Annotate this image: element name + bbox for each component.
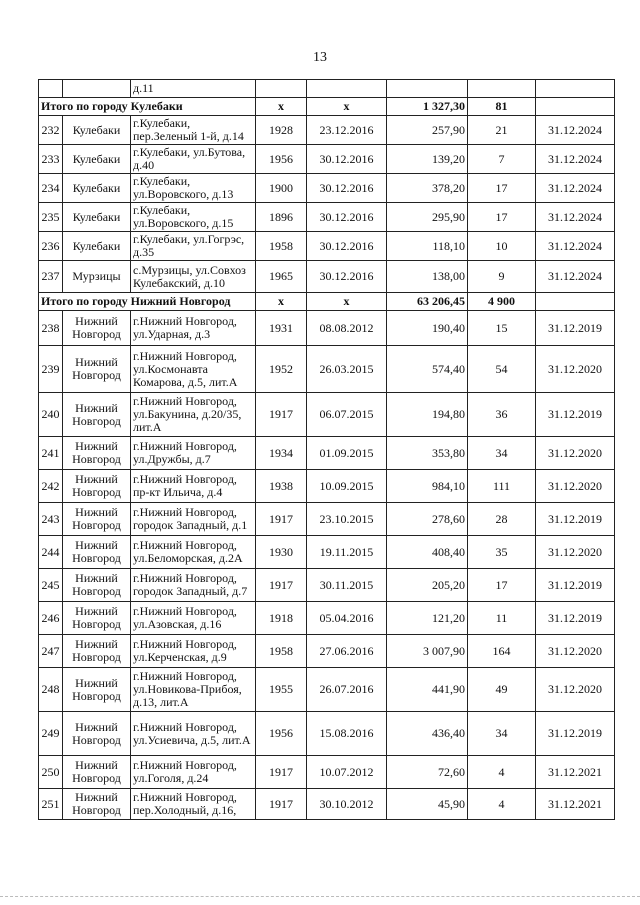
emergency-date-cell: 08.08.2012 (307, 311, 387, 346)
area-cell: 408,40 (387, 536, 468, 569)
address-cell: г.Нижний Новгород, ул.Беломорская, д.2А (131, 536, 256, 569)
area-cell: 278,60 (387, 503, 468, 536)
area-cell: 121,20 (387, 602, 468, 635)
emergency-date-cell: 26.07.2016 (307, 668, 387, 712)
total-date-mark: х (307, 293, 387, 311)
city-total-row (39, 98, 615, 116)
city-cell: Нижний Новгород (63, 437, 131, 470)
deadline-cell: 31.12.2020 (536, 470, 615, 503)
build-year-cell: 1917 (256, 756, 307, 789)
row-number: 246 (39, 602, 63, 635)
address-cell: г.Нижний Новгород, ул.Азовская, д.16 (131, 602, 256, 635)
address-cell: г.Кулебаки, ул.Воровского, д.15 (131, 203, 256, 232)
total-residents: 4 900 (468, 293, 536, 311)
area-cell: 295,90 (387, 203, 468, 232)
area-cell: 441,90 (387, 668, 468, 712)
deadline-cell: 31.12.2020 (536, 536, 615, 569)
row-number: 239 (39, 346, 63, 393)
build-year-cell: 1952 (256, 346, 307, 393)
residents-cell: 4 (468, 789, 536, 820)
build-year-cell: 1917 (256, 569, 307, 602)
city-cell: Нижний Новгород (63, 712, 131, 756)
residents-cell: 49 (468, 668, 536, 712)
address-cell: г.Нижний Новгород, пер.Холодный, д.16, (131, 789, 256, 820)
build-year-cell: 1956 (256, 712, 307, 756)
emergency-date-cell: 30.10.2012 (307, 789, 387, 820)
page-bottom-edge (0, 896, 640, 898)
row-number: 235 (39, 203, 63, 232)
area-cell: 574,40 (387, 346, 468, 393)
area-cell: 984,10 (387, 470, 468, 503)
build-year-cell: 1934 (256, 437, 307, 470)
area-cell: 194,80 (387, 393, 468, 437)
table-row (39, 635, 615, 668)
table-row (39, 569, 615, 602)
residents-cell: 34 (468, 712, 536, 756)
area-cell: 378,20 (387, 174, 468, 203)
build-year-cell: 1958 (256, 232, 307, 261)
build-year-cell: 1900 (256, 174, 307, 203)
city-cell: Нижний Новгород (63, 569, 131, 602)
table-row (39, 712, 615, 756)
table-row (39, 437, 615, 470)
city-total-row (39, 293, 615, 311)
address-cell: г.Нижний Новгород, ул.Космонавта Комарова, д.5, лит.А (131, 346, 256, 393)
deadline-cell: 31.12.2021 (536, 756, 615, 789)
residents-cell: 111 (468, 470, 536, 503)
emergency-date-cell: 10.07.2012 (307, 756, 387, 789)
table-row (39, 232, 615, 261)
residents-cell: 7 (468, 145, 536, 174)
table-row (39, 470, 615, 503)
area-cell: 72,60 (387, 756, 468, 789)
deadline-cell: 31.12.2024 (536, 203, 615, 232)
total-residents: 81 (468, 98, 536, 116)
table-row (39, 116, 615, 145)
row-number: 251 (39, 789, 63, 820)
row-number: 233 (39, 145, 63, 174)
emergency-date-cell: 15.08.2016 (307, 712, 387, 756)
table-row (39, 261, 615, 293)
address-cell: д.11 (131, 80, 256, 98)
deadline-cell: 31.12.2021 (536, 789, 615, 820)
residents-cell: 17 (468, 174, 536, 203)
city-cell: Нижний Новгород (63, 635, 131, 668)
row-number: 245 (39, 569, 63, 602)
build-year-cell: 1917 (256, 393, 307, 437)
area-cell: 436,40 (387, 712, 468, 756)
area-cell: 118,10 (387, 232, 468, 261)
deadline-cell: 31.12.2020 (536, 635, 615, 668)
row-number: 234 (39, 174, 63, 203)
residents-cell: 54 (468, 346, 536, 393)
residents-cell: 9 (468, 261, 536, 293)
table-row (39, 311, 615, 346)
address-cell: г.Кулебаки, пер.Зеленый 1-й, д.14 (131, 116, 256, 145)
emergency-date-cell: 01.09.2015 (307, 437, 387, 470)
residents-cell: 35 (468, 536, 536, 569)
area-cell: 138,00 (387, 261, 468, 293)
table-row (39, 536, 615, 569)
page-number: 13 (313, 50, 327, 65)
deadline-cell: 31.12.2024 (536, 232, 615, 261)
deadline-cell: 31.12.2019 (536, 503, 615, 536)
deadline-cell: 31.12.2024 (536, 174, 615, 203)
table-row (39, 756, 615, 789)
emergency-date-cell: 23.10.2015 (307, 503, 387, 536)
address-cell: с.Мурзицы, ул.Совхоз Кулебакский, д.10 (131, 261, 256, 293)
city-cell: Нижний Новгород (63, 668, 131, 712)
address-cell: г.Кулебаки, ул.Гогрэс, д.35 (131, 232, 256, 261)
total-deadline (536, 293, 615, 311)
total-year-mark: х (256, 293, 307, 311)
deadline-cell: 31.12.2024 (536, 261, 615, 293)
residents-cell: 28 (468, 503, 536, 536)
emergency-date-cell: 30.11.2015 (307, 569, 387, 602)
build-year-cell: 1958 (256, 635, 307, 668)
build-year-cell: 1956 (256, 145, 307, 174)
city-cell: Нижний Новгород (63, 346, 131, 393)
emergency-date-cell: 30.12.2016 (307, 174, 387, 203)
row-number: 244 (39, 536, 63, 569)
deadline-cell: 31.12.2019 (536, 393, 615, 437)
city-cell: Кулебаки (63, 116, 131, 145)
table-row (39, 145, 615, 174)
total-deadline (536, 98, 615, 116)
row-number: 238 (39, 311, 63, 346)
build-year-cell: 1928 (256, 116, 307, 145)
city-cell: Нижний Новгород (63, 536, 131, 569)
address-cell: г.Нижний Новгород, ул.Дружбы, д.7 (131, 437, 256, 470)
residents-cell: 17 (468, 203, 536, 232)
row-number: 247 (39, 635, 63, 668)
residents-cell: 15 (468, 311, 536, 346)
city-total-label: Итого по городу Нижний Новгород (39, 293, 256, 311)
table-row (39, 203, 615, 232)
row-number: 250 (39, 756, 63, 789)
emergency-date-cell: 30.12.2016 (307, 232, 387, 261)
residents-cell: 4 (468, 756, 536, 789)
city-cell: Мурзицы (63, 261, 131, 293)
address-cell: г.Кулебаки, ул.Бутова, д.40 (131, 145, 256, 174)
build-year-cell: 1931 (256, 311, 307, 346)
deadline-cell: 31.12.2019 (536, 602, 615, 635)
address-cell: г.Нижний Новгород, ул.Бакунина, д.20/35, лит.А (131, 393, 256, 437)
row-number: 240 (39, 393, 63, 437)
build-year-cell: 1965 (256, 261, 307, 293)
city-cell: Кулебаки (63, 174, 131, 203)
table-row (39, 346, 615, 393)
emergency-date-cell: 30.12.2016 (307, 145, 387, 174)
emergency-date-cell: 19.11.2015 (307, 536, 387, 569)
build-year-cell: 1917 (256, 503, 307, 536)
city-cell: Кулебаки (63, 145, 131, 174)
address-cell: г.Нижний Новгород, ул.Керченская, д.9 (131, 635, 256, 668)
address-cell: г.Нижний Новгород, ул.Усиевича, д.5, лит.А (131, 712, 256, 756)
row-number: 243 (39, 503, 63, 536)
area-cell: 205,20 (387, 569, 468, 602)
deadline-cell: 31.12.2019 (536, 311, 615, 346)
address-cell: г.Нижний Новгород, городок Западный, д.1 (131, 503, 256, 536)
address-cell: г.Нижний Новгород, ул.Гоголя, д.24 (131, 756, 256, 789)
city-cell: Нижний Новгород (63, 789, 131, 820)
emergency-date-cell: 23.12.2016 (307, 116, 387, 145)
build-year-cell: 1955 (256, 668, 307, 712)
address-cell: г.Нижний Новгород, городок Западный, д.7 (131, 569, 256, 602)
total-year-mark: х (256, 98, 307, 116)
emergency-date-cell: 30.12.2016 (307, 203, 387, 232)
deadline-cell: 31.12.2019 (536, 569, 615, 602)
residents-cell: 21 (468, 116, 536, 145)
row-number: 241 (39, 437, 63, 470)
area-cell: 3 007,90 (387, 635, 468, 668)
row-number: 242 (39, 470, 63, 503)
area-cell: 353,80 (387, 437, 468, 470)
city-total-label: Итого по городу Кулебаки (39, 98, 256, 116)
emergency-date-cell: 27.06.2016 (307, 635, 387, 668)
emergency-date-cell: 05.04.2016 (307, 602, 387, 635)
residents-cell: 36 (468, 393, 536, 437)
deadline-cell: 31.12.2024 (536, 145, 615, 174)
residents-cell: 34 (468, 437, 536, 470)
residents-cell: 164 (468, 635, 536, 668)
emergency-date-cell: 06.07.2015 (307, 393, 387, 437)
deadline-cell: 31.12.2020 (536, 668, 615, 712)
table-row (39, 602, 615, 635)
total-area: 63 206,45 (387, 293, 468, 311)
residents-cell: 11 (468, 602, 536, 635)
emergency-date-cell: 30.12.2016 (307, 261, 387, 293)
build-year-cell: 1938 (256, 470, 307, 503)
row-number: 237 (39, 261, 63, 293)
continuation-row (39, 80, 615, 98)
row-number: 232 (39, 116, 63, 145)
total-area: 1 327,30 (387, 98, 468, 116)
build-year-cell: 1917 (256, 789, 307, 820)
build-year-cell: 1918 (256, 602, 307, 635)
address-cell: г.Нижний Новгород, ул.Новикова-Прибоя, д.13, лит.А (131, 668, 256, 712)
deadline-cell: 31.12.2024 (536, 116, 615, 145)
deadline-cell: 31.12.2019 (536, 712, 615, 756)
area-cell: 45,90 (387, 789, 468, 820)
row-number: 248 (39, 668, 63, 712)
row-number: 249 (39, 712, 63, 756)
city-cell: Нижний Новгород (63, 470, 131, 503)
row-number: 236 (39, 232, 63, 261)
area-cell: 139,20 (387, 145, 468, 174)
city-cell: Кулебаки (63, 232, 131, 261)
city-cell: Нижний Новгород (63, 756, 131, 789)
build-year-cell: 1896 (256, 203, 307, 232)
address-cell: г.Нижний Новгород, ул.Ударная, д.3 (131, 311, 256, 346)
address-cell: г.Кулебаки, ул.Воровского, д.13 (131, 174, 256, 203)
table-row (39, 393, 615, 437)
table-row (39, 503, 615, 536)
table-row (39, 668, 615, 712)
city-cell: Нижний Новгород (63, 393, 131, 437)
housing-register-table (38, 79, 615, 820)
build-year-cell: 1930 (256, 536, 307, 569)
area-cell: 190,40 (387, 311, 468, 346)
city-cell: Нижний Новгород (63, 602, 131, 635)
address-cell: г.Нижний Новгород, пр-кт Ильича, д.4 (131, 470, 256, 503)
deadline-cell: 31.12.2020 (536, 437, 615, 470)
residents-cell: 10 (468, 232, 536, 261)
emergency-date-cell: 26.03.2015 (307, 346, 387, 393)
table-row (39, 174, 615, 203)
table-row (39, 789, 615, 820)
city-cell: Кулебаки (63, 203, 131, 232)
deadline-cell: 31.12.2020 (536, 346, 615, 393)
residents-cell: 17 (468, 569, 536, 602)
city-cell: Нижний Новгород (63, 311, 131, 346)
area-cell: 257,90 (387, 116, 468, 145)
emergency-date-cell: 10.09.2015 (307, 470, 387, 503)
city-cell: Нижний Новгород (63, 503, 131, 536)
total-date-mark: х (307, 98, 387, 116)
